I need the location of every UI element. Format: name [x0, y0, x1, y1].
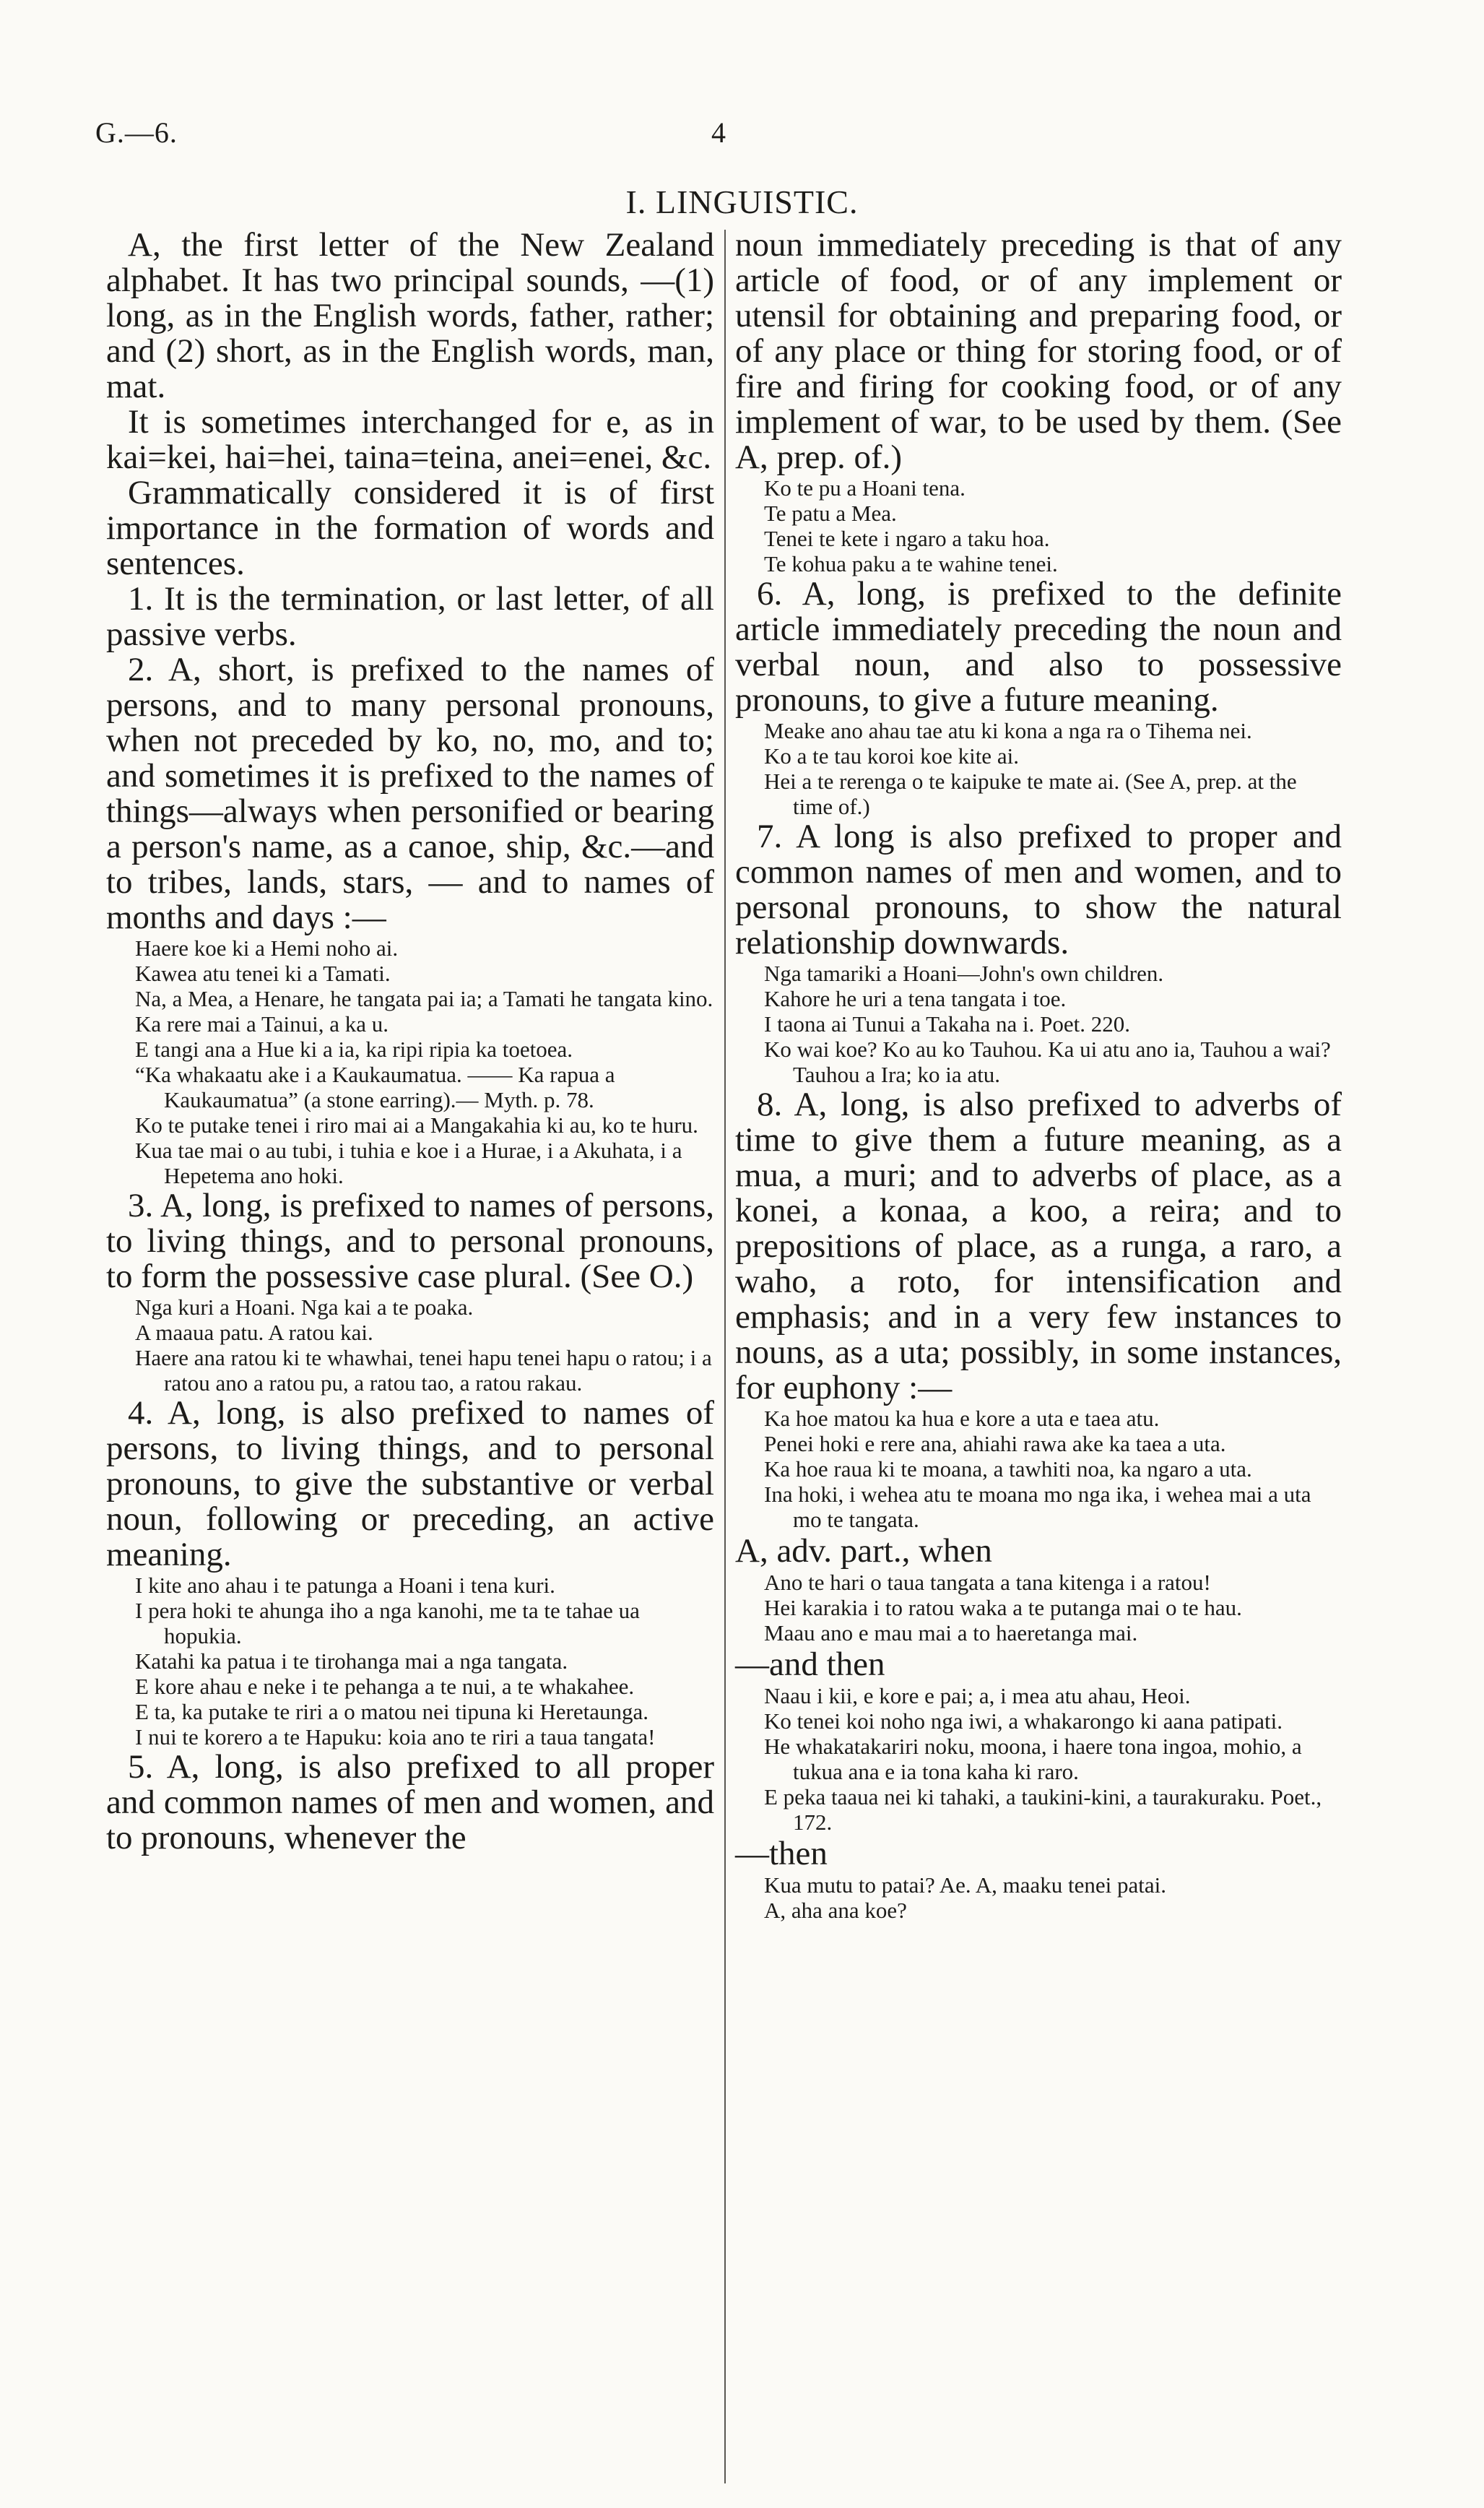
page-header-left: G.—6. — [95, 116, 178, 149]
example-line: Kawea atu tenei ki a Tamati. — [135, 961, 391, 986]
right-column — [735, 228, 1342, 1923]
example-line: I kite ano ahau i te patunga a Hoani i tena kuri. — [135, 1573, 555, 1598]
paragraph: 6. A, long, is prefixed to the definite article immediately preceding the noun and verbal noun, and also to possessive pronouns, to give a future meaning. — [735, 575, 1342, 719]
paragraph: 2. A, short, is prefixed to the names of persons, and to many personal pronouns, when not preceded by ko, no, mo, and to; and sometimes it is prefixed to the names of things—always when personified or bearing a person's name, as a canoe, ship, &c.—and to tribes, lands, stars, — and to names of months and days :— — [106, 651, 714, 936]
example-line: E peka taaua nei ki tahaki, a taukini-kini, a taurakuraku. Poet., 172. — [764, 1784, 1322, 1835]
paragraph: 4. A, long, is also prefixed to names of persons, to living things, and to personal pronouns, to give the substantive or verbal noun, following or preceding, an active meaning. — [106, 1394, 714, 1573]
example-line: Na, a Mea, a Henare, he tangata pai ia; a Tamati he tangata kino. — [135, 986, 713, 1011]
example-line: Hei a te rerenga o te kaipuke te mate ai. (See A, prep. at the time of.) — [764, 769, 1297, 819]
example-line: Katahi ka patua i te tirohanga mai a nga tangata. — [135, 1648, 568, 1674]
example-line: Ka rere mai a Tainui, a ka u. — [135, 1011, 389, 1037]
paragraph: 3. A, long, is prefixed to names of persons, to living things, and to personal pronouns, to form the possessive case plural. (See O.) — [106, 1187, 714, 1295]
paragraph: 8. A, long, is also prefixed to adverbs of time to give them a future meaning, as a mua, a muri; and to adverbs of place, as a konei, a konaa, a koo, a reira; and to prepositions of place, as a runga, a raro, a waho, a roto, for intensification and emphasis; and in a very few instances to nouns, as a uta; possibly, in some instances, for euphony :— — [735, 1086, 1342, 1406]
sense-heading: A, adv. part., when — [735, 1532, 992, 1570]
example-line: I taona ai Tunui a Takaha na i. Poet. 220. — [764, 1011, 1130, 1037]
example-line: A maaua patu. A ratou kai. — [135, 1320, 373, 1345]
example-line: E ta, ka putake te riri a o matou nei tipuna ki Heretaunga. — [135, 1699, 649, 1724]
example-line: Ka hoe raua ki te moana, a tawhiti noa, ka ngaro a uta. — [764, 1456, 1252, 1482]
example-line: Ko a te tau koroi koe kite ai. — [764, 743, 1019, 769]
example-line: Ko te putake tenei i riro mai ai a Mangakahia ki au, ko te huru. — [135, 1112, 698, 1138]
paragraph: It is sometimes interchanged for e, as in kai=kei, hai=hei, taina=teina, anei=enei, &c. — [106, 403, 714, 476]
example-line: Haere koe ki a Hemi noho ai. — [135, 935, 399, 961]
example-line: Ko tenei koi noho nga iwi, a whakarongo ki aana patipati. — [764, 1708, 1283, 1734]
example-line: Ka hoe matou ka hua e kore a uta e taea atu. — [764, 1406, 1160, 1431]
example-line: Ko wai koe? Ko au ko Tauhou. Ka ui atu ano ia, Tauhou a wai? Tauhou a Ira; ko ia atu. — [764, 1037, 1331, 1087]
example-line: Te kohua paku a te wahine tenei. — [764, 551, 1058, 576]
example-line: I nui te korero a te Hapuku: koia ano te riri a taua tangata! — [135, 1724, 656, 1750]
example-line: He whakatakariri noku, moona, i haere tona ingoa, mohio, a tukua ana e ia tona kaha ki raro. — [764, 1734, 1302, 1784]
example-line: Nga kuri a Hoani. Nga kai a te poaka. — [135, 1294, 474, 1320]
paragraph: A, the first letter of the New Zealand alphabet. It has two principal sounds, —(1) long, as in the English words, father, rather; and (2) short, as in the English words, man, mat. — [106, 226, 714, 405]
example-line: Hei karakia i to ratou waka a te putanga mai o te hau. — [764, 1595, 1242, 1620]
example-line: E tangi ana a Hue ki a ia, ka ripi ripia ka toetoea. — [135, 1037, 573, 1062]
page-number: 4 — [711, 116, 726, 149]
column-divider — [724, 230, 726, 2483]
example-line: Ano te hari o taua tangata a tana kitenga i a ratou! — [764, 1570, 1211, 1595]
example-line: Te patu a Mea. — [764, 501, 897, 526]
example-line: Ina hoki, i wehea atu te moana mo nga ika, i wehea mai a uta mo te tangata. — [764, 1482, 1311, 1532]
paragraph: 1. It is the termination, or last letter, of all passive verbs. — [106, 580, 714, 653]
example-line: Maau ano e mau mai a to haeretanga mai. — [764, 1620, 1138, 1646]
example-line: Tenei te kete i ngaro a taku hoa. — [764, 526, 1050, 551]
example-line: Penei hoki e rere ana, ahiahi rawa ake ka taea a uta. — [764, 1431, 1226, 1456]
example-line: Haere ana ratou ki te whawhai, tenei hapu tenei hapu o ratou; i a ratou ano a ratou pu, a ratou tao, a ratou rakau. — [135, 1345, 712, 1396]
paragraph: 7. A long is also prefixed to proper and common names of men and women, and to personal pronouns, to show the natural relationship downwards. — [735, 818, 1342, 961]
example-line: E kore ahau e neke i te pehanga a te nui, a te whakahee. — [135, 1674, 635, 1699]
example-line: “Ka whakaatu ake i a Kaukaumatua. —— Ka rapua a Kaukaumatua” (a stone earring).— Myth. p. 78. — [135, 1062, 615, 1112]
paragraph: 5. A, long, is also prefixed to all proper and common names of men and women, and to pronouns, whenever the — [106, 1748, 714, 1856]
example-line: Naau i kii, e kore e pai; a, i mea atu ahau, Heoi. — [764, 1683, 1191, 1708]
example-line: Meake ano ahau tae atu ki kona a nga ra o Tihema nei. — [764, 718, 1252, 743]
sense-heading: —and then — [735, 1646, 885, 1683]
example-line: Ko te pu a Hoani tena. — [764, 475, 966, 501]
sense-heading: —then — [735, 1835, 828, 1872]
left-column — [106, 228, 714, 1856]
example-line: Kahore he uri a tena tangata i toe. — [764, 986, 1067, 1011]
section-title: I. LINGUISTIC. — [625, 183, 859, 220]
paragraph: noun immediately preceding is that of any article of food, or of any implement or utensil for obtaining and preparing food, or of any place or thing for storing food, or of fire and firing for cooking food, or of any implement of war, to be used by them. (See A, prep. of.) — [735, 226, 1342, 476]
example-line: Nga tamariki a Hoani—John's own children. — [764, 961, 1164, 986]
example-line: Kua mutu to patai? Ae. A, maaku tenei patai. — [764, 1872, 1166, 1898]
example-line: A, aha ana koe? — [764, 1898, 907, 1923]
paragraph: Grammatically considered it is of first importance in the formation of words and sentences. — [106, 474, 714, 582]
example-line: Kua tae mai o au tubi, i tuhia e koe i a Hurae, i a Akuhata, i a Hepetema ano hoki. — [135, 1138, 682, 1188]
example-line: I pera hoki te ahunga iho a nga kanohi, me ta te tahae ua hopukia. — [135, 1598, 640, 1648]
